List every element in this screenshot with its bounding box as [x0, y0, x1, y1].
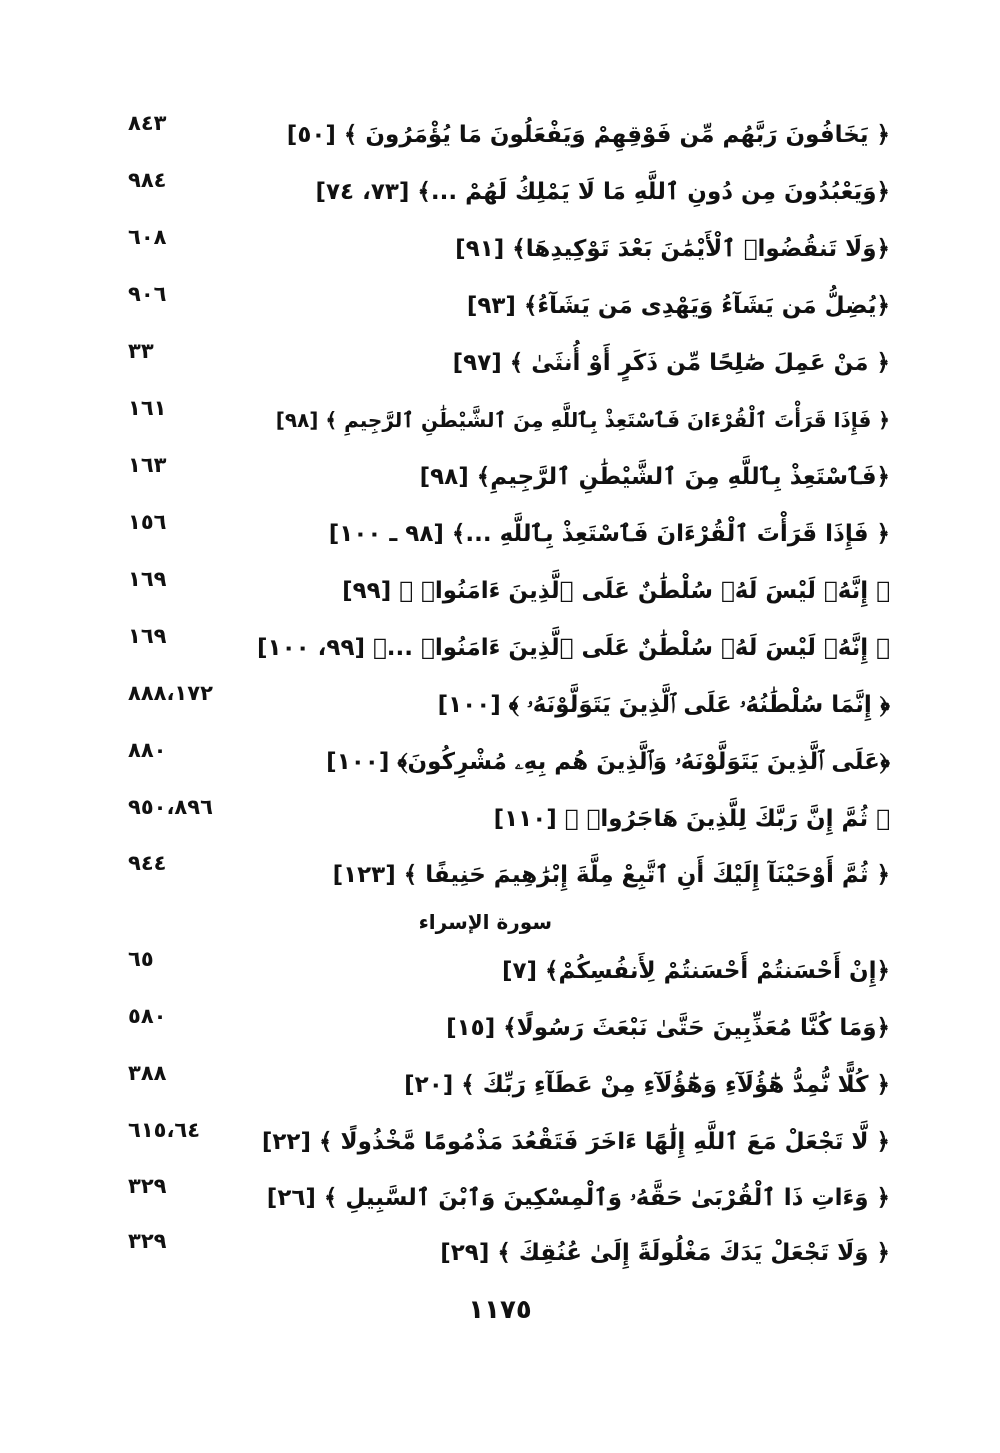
verse-text: ﴿ وَءَاتِ ذَا ٱلْقُرْبَىٰ حَقَّهُۥ وَٱلْمِسْكِينَ وَٱبْنَ ٱلسَّبِيلِ ﴾ [٢٦] [266, 1185, 890, 1211]
verse-text: ﴿ يَخَافُونَ رَبَّهُم مِّن فَوْقِهِمْ وَيَفْعَلُونَ مَا يُؤْمَرُونَ ﴾ [٥٠] [286, 122, 890, 148]
page-references: ٩٤٤ [128, 851, 167, 875]
index-entry [0, 339, 1000, 383]
page-references: ٣٣ [128, 339, 154, 363]
page-references: ١٦٩ [128, 624, 167, 648]
verse-text: ﴿ مَنْ عَمِلَ صَٰلِحًا مِّن ذَكَرٍ أَوْ أُنثَىٰ ﴾ [٩٧] [452, 350, 890, 376]
page-references: ٨٤٣ [128, 111, 167, 135]
index-entry [0, 396, 1000, 440]
page-references: ٩٨٤ [128, 168, 167, 192]
verse-text: ﴿ إِنَّمَا سُلْطَٰنُهُۥ عَلَى ٱلَّذِينَ يَتَوَلَّوْنَهُۥ ﴾ [١٠٠] [437, 692, 890, 718]
page-references: ١٦١ [128, 396, 167, 420]
verse-text: ﴿فَٱسْتَعِذْ بِٱللَّهِ مِنَ ٱلشَّيْطَٰنِ ٱلرَّجِيمِ﴾ [٩٨] [419, 464, 890, 490]
index-entry [0, 453, 1000, 497]
page-references: ٦٠٨ [128, 225, 167, 249]
index-entry [0, 624, 1000, 668]
index-entry [0, 1118, 1000, 1162]
page-references: ٩٥٠،٨٩٦ [128, 795, 213, 819]
verse-text: ﴿ إِنَّهُۥ لَيْسَ لَهُۥ سُلْطَٰنٌ عَلَى ٱلَّذِينَ ءَامَنُوا۟ ﴾ [٩٩] [342, 578, 890, 604]
index-entry [0, 1061, 1000, 1105]
index-entry [0, 1229, 1000, 1273]
page-references: ١٦٣ [128, 453, 167, 477]
page-references: ١٦٩ [128, 567, 167, 591]
verse-text: ﴿وَمَا كُنَّا مُعَذِّبِينَ حَتَّىٰ نَبْعَثَ رَسُولًا﴾ [١٥] [446, 1015, 890, 1041]
page-references: ٩٠٦ [128, 282, 167, 306]
verse-text: ﴿ فَإِذَا قَرَأْتَ ٱلْقُرْءَانَ فَٱسْتَعِذْ بِٱللَّهِ ...﴾ [٩٨ ـ ١٠٠] [328, 521, 890, 547]
page-references: ٨٨٨،١٧٢ [128, 681, 213, 705]
verse-text: ﴿يُضِلُّ مَن يَشَآءُ وَيَهْدِى مَن يَشَآءُ﴾ [٩٣] [466, 293, 890, 319]
page-references: ٦٥ [128, 947, 154, 971]
index-entry [0, 567, 1000, 611]
verse-text: ﴿عَلَى ٱلَّذِينَ يَتَوَلَّوْنَهُۥ وَٱلَّذِينَ هُم بِهِۦ مُشْرِكُونَ﴾ [١٠٠] [326, 749, 890, 775]
verse-text: ﴿وَلَا تَنقُضُوا۟ ٱلْأَيْمَٰنَ بَعْدَ تَوْكِيدِهَا﴾ [٩١] [455, 236, 890, 262]
verse-text: ﴿ وَلَا تَجْعَلْ يَدَكَ مَغْلُولَةً إِلَىٰ عُنُقِكَ ﴾ [٢٩] [440, 1240, 890, 1266]
index-entry [0, 111, 1000, 155]
page-references: ٦١٥،٦٤ [128, 1118, 201, 1142]
index-entry [0, 282, 1000, 326]
page-references: ١٥٦ [128, 510, 167, 534]
index-entry [0, 947, 1000, 991]
index-entry [0, 510, 1000, 554]
verse-text: ﴿ ثُمَّ أَوْحَيْنَآ إِلَيْكَ أَنِ ٱتَّبِعْ مِلَّةَ إِبْرَٰهِيمَ حَنِيفًا ﴾ [١٢٣] [332, 862, 890, 888]
index-entry [0, 1174, 1000, 1218]
index-entry [0, 225, 1000, 269]
surah-heading: سورة الإسراء [418, 910, 552, 934]
page-references: ٨٨٠ [128, 738, 167, 762]
index-entry [0, 851, 1000, 895]
index-entry [0, 1004, 1000, 1048]
page-references: ٣٨٨ [128, 1061, 167, 1085]
verse-text: ﴿ لَّا تَجْعَلْ مَعَ ٱللَّهِ إِلَٰهًا ءَاخَرَ فَتَقْعُدَ مَذْمُومًا مَّخْذُولًا ﴾ [٢٢] [261, 1129, 890, 1155]
verse-text: ﴿ ثُمَّ إِنَّ رَبَّكَ لِلَّذِينَ هَاجَرُوا۟ ﴾ [١١٠] [493, 806, 890, 832]
index-entry [0, 168, 1000, 212]
page-references: ٣٢٩ [128, 1229, 167, 1253]
verse-text: ﴿وَيَعْبُدُونَ مِن دُونِ ٱللَّهِ مَا لَا يَمْلِكُ لَهُمْ ...﴾ [٧٣، ٧٤] [315, 179, 890, 205]
index-entry [0, 738, 1000, 782]
index-entry [0, 681, 1000, 725]
verse-text: ﴿ كُلًّا نُّمِدُّ هَٰٓؤُلَآءِ وَهَٰٓؤُلَآءِ مِنْ عَطَآءِ رَبِّكَ ﴾ [٢٠] [404, 1072, 890, 1098]
page-references: ٥٨٠ [128, 1004, 167, 1028]
verse-text: ﴿ إِنَّهُۥ لَيْسَ لَهُۥ سُلْطَٰنٌ عَلَى ٱلَّذِينَ ءَامَنُوا۟ ...﴾ [٩٩، ١٠٠] [257, 635, 890, 661]
page-references: ٣٢٩ [128, 1174, 167, 1198]
verse-text: ﴿إِنْ أَحْسَنتُمْ أَحْسَنتُمْ لِأَنفُسِكُمْ﴾ [٧] [501, 958, 890, 984]
page-number: ١١٧٥ [468, 1295, 532, 1325]
index-entry [0, 795, 1000, 839]
verse-text: ﴿ فَإِذَا قَرَأْتَ ٱلْقُرْءَانَ فَٱسْتَعِذْ بِٱللَّهِ مِنَ ٱلشَّيْطَٰنِ ٱلرَّجِيمِ ﴾ [٩٨] [275, 408, 890, 432]
